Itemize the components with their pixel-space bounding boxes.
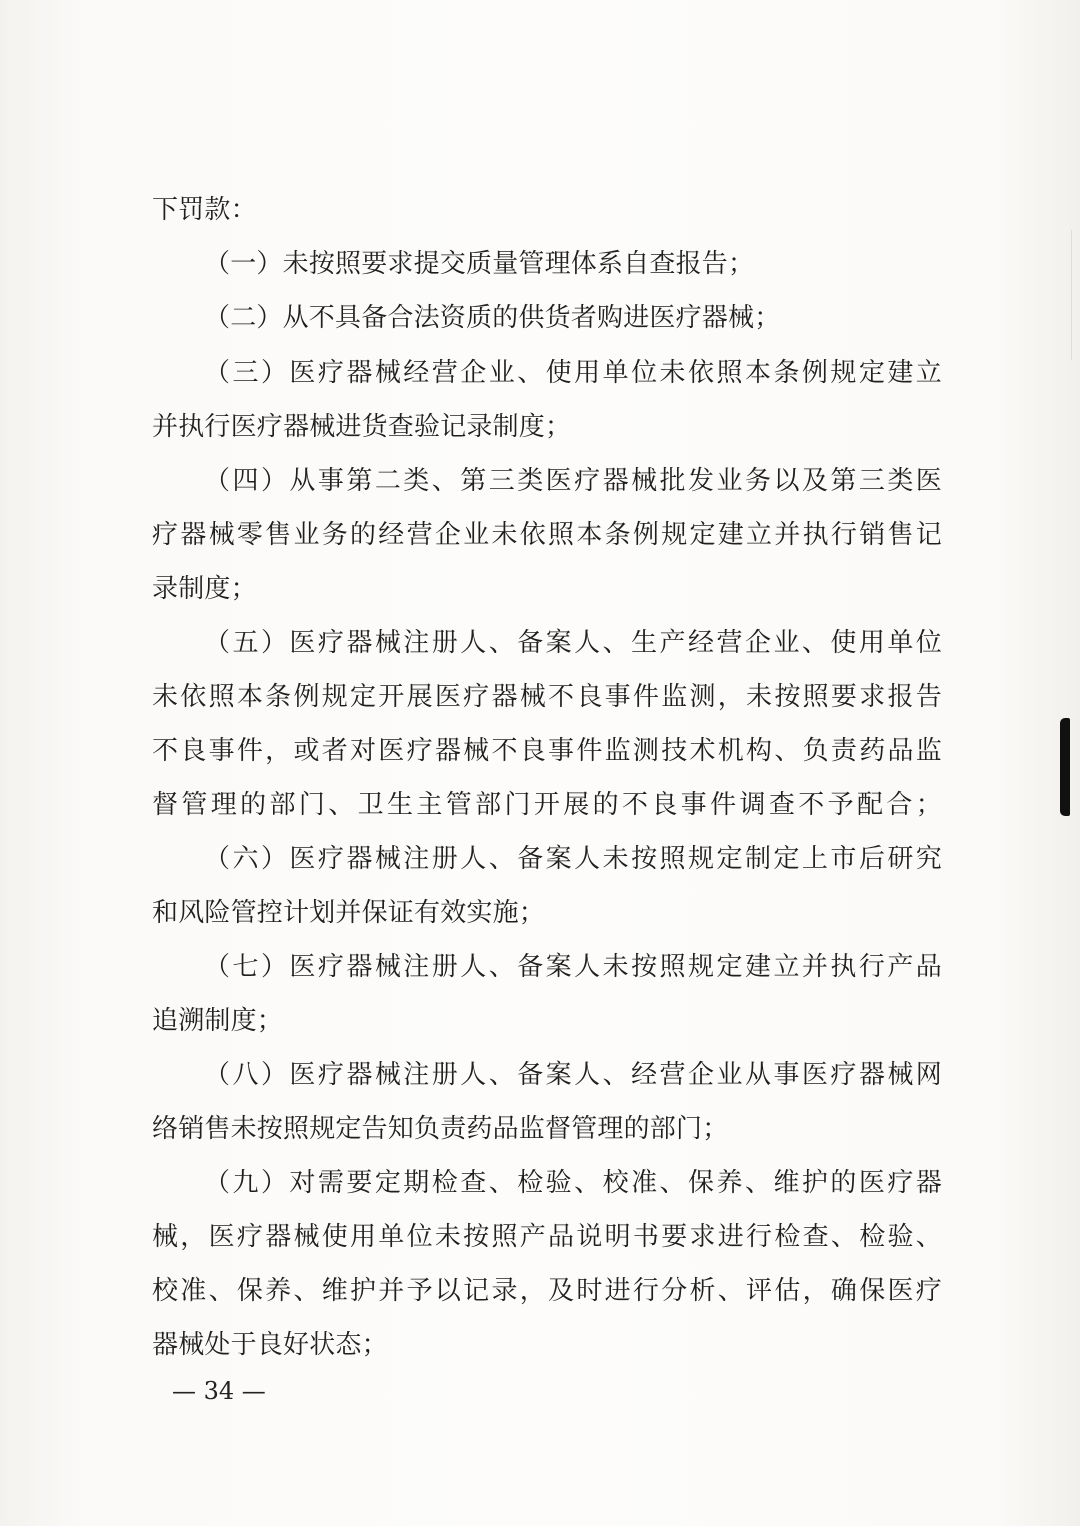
body-line-20: 械，医疗器械使用单位未按照产品说明书要求进行检查、检验、: [152, 1222, 942, 1252]
body-line-3: （二）从不具备合法资质的供货者购进医疗器械；: [204, 303, 781, 333]
body-line-19: （九）对需要定期检查、检验、校准、保养、维护的医疗器: [204, 1168, 942, 1198]
body-line-6: （四）从事第二类、第三类医疗器械批发业务以及第三类医: [204, 466, 942, 496]
body-line-7: 疗器械零售业务的经营企业未依照本条例规定建立并执行销售记: [152, 520, 942, 550]
body-line-12: 督管理的部门、卫生主管部门开展的不良事件调查不予配合；: [152, 790, 942, 820]
scan-binding-mark: [1060, 718, 1070, 816]
scan-edge-mark: [1071, 230, 1072, 360]
page-number: — 34 —: [172, 1377, 266, 1405]
body-line-21: 校准、保养、维护并予以记录，及时进行分析、评估，确保医疗: [152, 1276, 942, 1306]
body-line-14: 和风险管控计划并保证有效实施；: [152, 898, 546, 928]
body-line-2: （一）未按照要求提交质量管理体系自查报告；: [204, 249, 755, 279]
body-line-9: （五）医疗器械注册人、备案人、生产经营企业、使用单位: [204, 628, 942, 658]
body-line-13: （六）医疗器械注册人、备案人未按照规定制定上市后研究: [204, 844, 942, 874]
body-line-5: 并执行医疗器械进货查验记录制度；: [152, 412, 572, 442]
body-line-22: 器械处于良好状态；: [152, 1330, 388, 1360]
body-line-8: 录制度；: [152, 574, 257, 604]
body-line-15: （七）医疗器械注册人、备案人未按照规定建立并执行产品: [204, 952, 942, 982]
body-line-17: （八）医疗器械注册人、备案人、经营企业从事医疗器械网: [204, 1060, 942, 1090]
body-line-16: 追溯制度；: [152, 1006, 284, 1036]
body-line-11: 不良事件，或者对医疗器械不良事件监测技术机构、负责药品监: [152, 736, 942, 766]
body-line-10: 未依照本条例规定开展医疗器械不良事件监测，未按照要求报告: [152, 682, 942, 712]
body-line-1: 下罚款：: [152, 195, 257, 225]
body-line-4: （三）医疗器械经营企业、使用单位未依照本条例规定建立: [204, 358, 942, 388]
body-line-18: 络销售未按照规定告知负责药品监督管理的部门；: [152, 1114, 729, 1144]
